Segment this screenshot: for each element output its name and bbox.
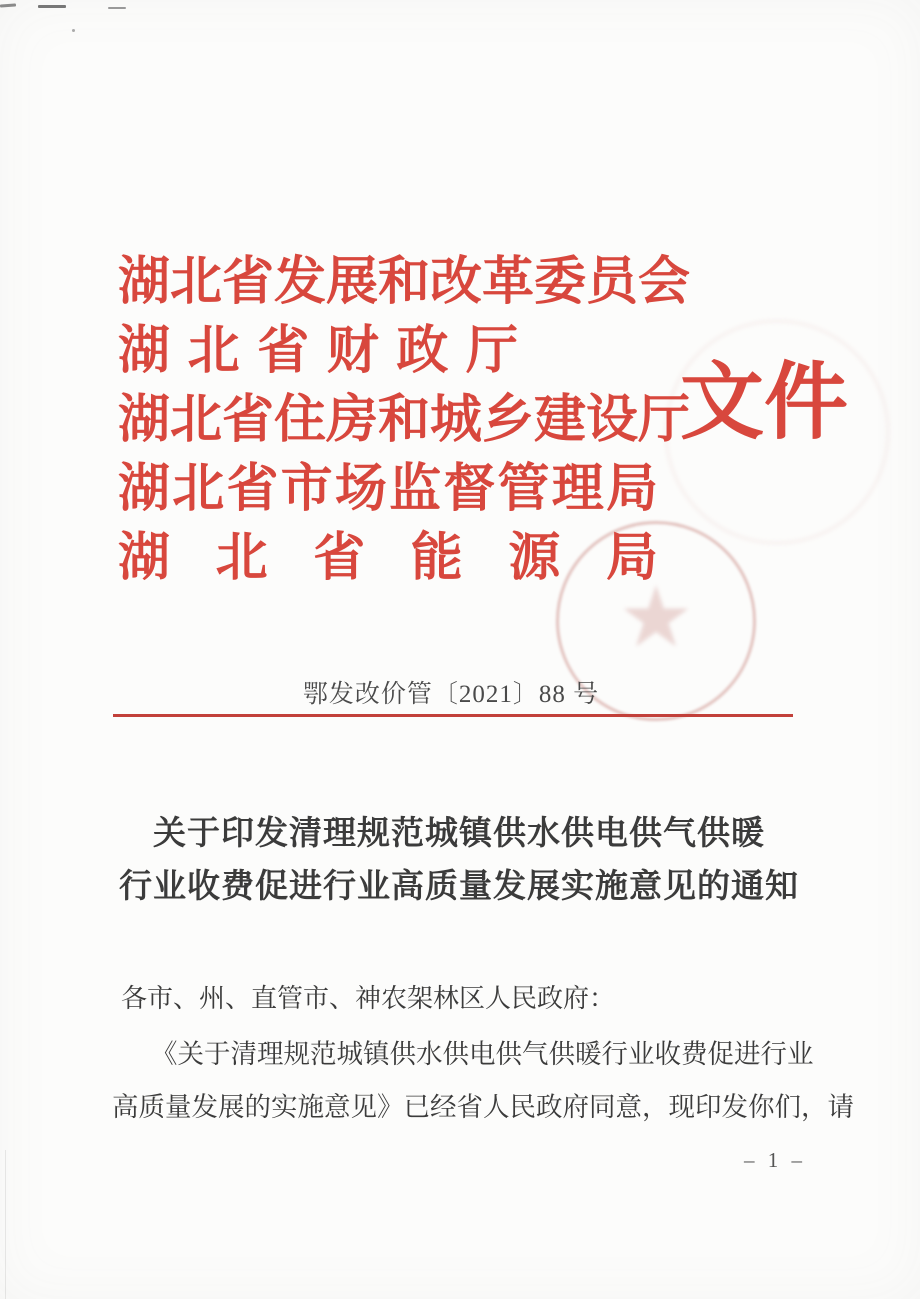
body-paragraph-line: 高质量发展的实施意见》已经省人民政府同意，现印发你们，请 (112, 1092, 854, 1122)
scan-artifact (108, 7, 126, 9)
scan-artifact (38, 5, 66, 8)
scan-edge-line (5, 1150, 6, 1299)
body-paragraph-line: 《关于清理规范城镇供水供电供气供暖行业收费促进行业 (151, 1039, 814, 1069)
scan-artifact (0, 3, 16, 7)
agency-name-market-regulation: 湖北省市场监督管理局 (118, 461, 658, 518)
agency-name-finance: 湖北省财政厅 (118, 323, 518, 380)
letterhead (118, 251, 691, 596)
title-line-1: 关于印发清理规范城镇供水供电供气供暖 (153, 816, 765, 852)
title-line-2: 行业收费促进行业高质量发展实施意见的通知 (119, 869, 799, 905)
salutation: 各市、州、直管市、神农架林区人民政府： (121, 984, 616, 1013)
scan-artifact (72, 29, 75, 32)
page-number: – 1 – (744, 1148, 806, 1172)
agency-name-energy: 湖北省能源局 (118, 530, 658, 587)
agency-name-ndrc: 湖北省发展和改革委员会 (118, 254, 691, 311)
red-separator-line (113, 714, 793, 717)
document-title (0, 808, 918, 914)
doc-type-label: 文件 (680, 357, 849, 450)
doc-number: 鄂发改价管〔2021〕88 号 (302, 681, 600, 708)
seal-star-icon: ★ (618, 572, 694, 665)
agency-name-housing: 湖北省住房和城乡建设厅 (118, 392, 691, 449)
